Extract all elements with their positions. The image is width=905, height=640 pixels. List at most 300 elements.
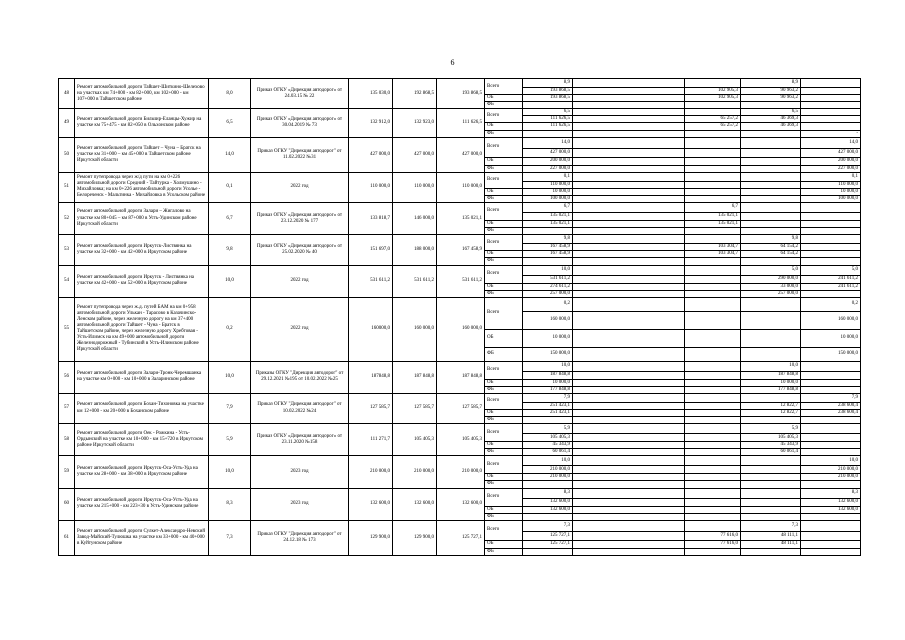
value-cell: 193 868,5 <box>523 95 573 102</box>
row-number: 50 <box>59 137 75 172</box>
table-row <box>59 265 861 275</box>
table-row <box>59 393 861 402</box>
funding-type-cell: Всего <box>485 265 523 283</box>
estimate-cost-cell: 127 585,7 <box>349 393 393 423</box>
value-cell <box>741 548 801 555</box>
limit-cost-cell: 188 000,0 <box>393 235 437 265</box>
value-cell: - <box>801 130 861 137</box>
value-cell: 132 600,0 <box>801 506 861 513</box>
table-row <box>59 172 861 181</box>
value-cell <box>573 417 685 424</box>
contract-cost-cell: 427 000,0 <box>437 137 485 172</box>
value-cell: 227 000,0 <box>801 165 861 172</box>
funding-type-cell: ОБ <box>485 283 523 290</box>
limit-cost-cell: 192 868,5 <box>393 79 437 109</box>
value-cell <box>685 402 741 409</box>
length-cell: 10,0 <box>209 265 251 297</box>
value-cell <box>685 466 741 474</box>
document-cell: Приказы ОГКУ "Дирекция автодорог" от 29.12.2021 №195 от 10.02.2022 №25 <box>251 361 349 393</box>
value-cell: 210 000,0 <box>801 466 861 474</box>
value-cell <box>685 548 741 555</box>
row-number: 56 <box>59 361 75 393</box>
value-cell <box>741 203 801 213</box>
estimate-cost-cell: 132 912,0 <box>349 109 393 137</box>
limit-cost-cell: 146 000,0 <box>393 203 437 235</box>
funding-type-cell: Всего <box>485 109 523 123</box>
funding-type-cell: ОБ <box>485 329 523 347</box>
value-cell <box>573 188 685 195</box>
funding-type-cell: Всего <box>485 488 523 506</box>
estimate-cost-cell: 110 000,0 <box>349 172 393 202</box>
table-row <box>59 203 861 213</box>
value-cell <box>801 88 861 95</box>
value-cell: 200 000,0 <box>801 157 861 165</box>
value-cell <box>801 481 861 488</box>
value-cell: 290 000,0 <box>741 275 801 283</box>
value-cell <box>573 221 685 228</box>
value-cell <box>685 311 741 329</box>
value-cell <box>801 434 861 442</box>
value-cell: 100 000,0 <box>523 195 573 202</box>
length-cell: 7,9 <box>209 393 251 423</box>
road-name-cell: Ремонт автомобильной дороги Тайшет – Чуна – Братск на участке км 31+000 – км 45+000 в Тайшетском районе Иркутской области <box>75 137 209 172</box>
value-cell <box>685 172 741 181</box>
limit-cost-cell: 187 848,8 <box>393 361 437 393</box>
road-name-cell: Ремонт автомобильной дороги Залари-Тронк-Черемшанка на участке км 0+000 - км 10+000 в Заларинском районе <box>75 361 209 393</box>
road-name-cell: Ремонт автомобильной дороги Сулкет-Александро-Невский Завод-Майский-Тулюшка на участке км 33+000 - км 40+000 в Куйтунском районе <box>75 520 209 555</box>
length-cell: 7,3 <box>209 520 251 555</box>
document-cell: 2022 год <box>251 265 349 297</box>
value-cell <box>741 221 801 228</box>
value-cell <box>685 329 741 347</box>
funding-type-cell: Всего <box>485 297 523 329</box>
value-cell: 193 868,5 <box>523 88 573 95</box>
value-cell <box>801 417 861 424</box>
value-cell <box>801 520 861 531</box>
value-cell: 132 600,0 <box>523 498 573 506</box>
funding-type-cell: ФБ <box>485 347 523 361</box>
row-number: 53 <box>59 235 75 265</box>
value-cell: 135 021,1 <box>685 221 741 228</box>
estimate-cost-cell: 135 030,0 <box>349 79 393 109</box>
value-cell <box>685 456 741 466</box>
value-cell <box>573 506 685 513</box>
document-cell: 2023 год <box>251 488 349 520</box>
contract-cost-cell: 127 585,7 <box>437 393 485 423</box>
row-number: 51 <box>59 172 75 202</box>
funding-type-cell: ФБ <box>485 290 523 297</box>
document-cell: Приказ ОГКУ «Дирекция автодорог» от 24.03.15 № 22 <box>251 79 349 109</box>
value-cell: 48 111,1 <box>741 540 801 548</box>
value-cell <box>685 393 741 402</box>
value-cell <box>685 181 741 188</box>
value-cell: 64 154,2 <box>741 251 801 258</box>
funding-type-cell: ОБ <box>485 123 523 130</box>
value-cell <box>573 424 685 434</box>
value-cell: 6,5 <box>741 109 801 116</box>
value-cell: 167 458,9 <box>523 244 573 251</box>
value-cell <box>741 466 801 474</box>
value-cell: 110 000,0 <box>523 181 573 188</box>
estimate-cost-cell: 160000,0 <box>349 297 393 361</box>
value-cell: 0,2 <box>801 297 861 311</box>
value-cell <box>573 402 685 409</box>
row-number: 48 <box>59 79 75 109</box>
value-cell: 427 000,0 <box>801 148 861 157</box>
funding-type-cell: ФБ <box>485 258 523 265</box>
page-number: 6 <box>450 58 455 67</box>
contract-cost-cell: 531 611,2 <box>437 265 485 297</box>
value-cell <box>741 311 801 329</box>
value-cell <box>801 258 861 265</box>
value-cell <box>573 481 685 488</box>
length-cell: 6,5 <box>209 109 251 137</box>
value-cell <box>573 498 685 506</box>
road-name-cell: Ремонт автомобильной дороги Бохан-Тихоновка на участке км 12+000 - км 20+000 в Боханском районе <box>75 393 209 423</box>
value-cell: 0,1 <box>523 172 573 181</box>
value-cell <box>741 474 801 481</box>
road-name-cell: Ремонт автомобильной дороги Иркутск-Листвянка на участке км 32+000 - км 42+000 в Иркутском районе <box>75 235 209 265</box>
contract-cost-cell: 105 405,3 <box>437 424 485 456</box>
value-cell <box>573 235 685 244</box>
value-cell <box>573 137 685 148</box>
table-row <box>59 109 861 116</box>
value-cell <box>801 221 861 228</box>
road-name-cell: Ремонт путепровода через ж.д. путей БАМ на км 0+958 автомобильной дороги Улькан - Тарасово в Казачинско-Ленском районе, через железную дорогу на км 37+400 автомобильной дороги Тайшет - Чуна - Братск в Тайшетском районе, через железную дорогу Хребтовая - Усть-Илимск на км 49+000 автомобильной дороги Железнодорожный - Тубинский в Усть-Илимском районе Иркутской области <box>75 297 209 361</box>
value-cell <box>685 275 741 283</box>
value-cell <box>573 123 685 130</box>
funding-type-cell: Всего <box>485 393 523 409</box>
value-cell <box>573 102 685 109</box>
value-cell <box>685 79 741 88</box>
value-cell <box>741 102 801 109</box>
value-cell: 105 405,3 <box>523 434 573 442</box>
funding-type-cell: ОБ <box>485 251 523 258</box>
value-cell: 102 905,3 <box>685 95 741 102</box>
value-cell: 0,2 <box>523 297 573 311</box>
funding-type-cell: ФБ <box>485 548 523 555</box>
value-cell <box>741 297 801 311</box>
value-cell <box>685 195 741 202</box>
value-cell: 7,9 <box>523 393 573 402</box>
document-cell: Приказ ОГКУ "Дирекция автодорог" от 24.12.18 № 173 <box>251 520 349 555</box>
value-cell <box>685 235 741 244</box>
value-cell: 135 021,1 <box>685 213 741 221</box>
contract-cost-cell: 110 000,0 <box>437 172 485 202</box>
value-cell <box>685 283 741 290</box>
value-cell <box>801 361 861 371</box>
value-cell: 90 963,2 <box>741 95 801 102</box>
limit-cost-cell: 531 611,2 <box>393 265 437 297</box>
value-cell: 8,9 <box>523 79 573 88</box>
value-cell: 210 000,0 <box>523 466 573 474</box>
limit-cost-cell: 427 000,0 <box>393 137 437 172</box>
document-cell: 2022 год <box>251 297 349 361</box>
value-cell <box>573 283 685 290</box>
length-cell: 0,1 <box>209 172 251 202</box>
value-cell: 135 021,1 <box>523 213 573 221</box>
value-cell: 257 000,0 <box>741 290 801 297</box>
estimate-cost-cell: 129 900,0 <box>349 520 393 555</box>
value-cell <box>801 531 861 540</box>
value-cell <box>573 393 685 402</box>
value-cell <box>573 181 685 188</box>
length-cell: 9,8 <box>209 235 251 265</box>
funding-type-cell: Всего <box>485 172 523 188</box>
value-cell: 33 000,0 <box>741 283 801 290</box>
value-cell <box>573 531 685 540</box>
value-cell: 103 304,7 <box>685 244 741 251</box>
value-cell <box>801 290 861 297</box>
value-cell: 9,8 <box>741 235 801 244</box>
row-number: 61 <box>59 520 75 555</box>
estimate-cost-cell: 210 000,0 <box>349 456 393 488</box>
value-cell <box>573 116 685 123</box>
value-cell: 8,3 <box>801 488 861 498</box>
road-name-cell: Ремонт автомобильной дороги Иркутск-Оса-Усть-Уда на участке км 215+000 - км 223+30 в Усть-Удинском районе <box>75 488 209 520</box>
value-cell: 125 727,1 <box>523 540 573 548</box>
value-cell <box>741 213 801 221</box>
value-cell <box>801 244 861 251</box>
document-cell: Приказ ОГКУ «Дирекция автодорог» от 23.11.2020 №158 <box>251 424 349 456</box>
row-number: 54 <box>59 265 75 297</box>
value-cell <box>523 102 573 109</box>
value-cell <box>741 148 801 157</box>
value-cell <box>685 513 741 520</box>
value-cell: 10 000,0 <box>801 329 861 347</box>
length-cell: 8,0 <box>209 79 251 109</box>
value-cell <box>523 481 573 488</box>
value-cell <box>741 157 801 165</box>
contract-cost-cell: 135 021,1 <box>437 203 485 235</box>
value-cell: 14,0 <box>523 137 573 148</box>
funding-type-cell: ОБ <box>485 379 523 386</box>
value-cell <box>685 347 741 361</box>
road-name-cell: Ремонт автомобильной дороги Оек - Рожкина - Усть-Ордынский на участке км 10+000 - км 15+720 в Иркутском районе Иркутской области <box>75 424 209 456</box>
value-cell <box>801 228 861 235</box>
value-cell: 7,3 <box>523 520 573 531</box>
value-cell: 111 626,5 <box>523 123 573 130</box>
value-cell: 100 000,0 <box>801 195 861 202</box>
value-cell: 8,3 <box>523 488 573 498</box>
document-cell: Приказ ОГКУ «Дирекция автодорог» от 25.02.2020 № 40 <box>251 235 349 265</box>
value-cell: 12 822,7 <box>741 402 801 409</box>
funding-type-cell: Всего <box>485 456 523 474</box>
funding-type-cell: ФБ <box>485 228 523 235</box>
value-cell: 177 848,8 <box>741 386 801 393</box>
value-cell: 12 822,7 <box>741 409 801 416</box>
value-cell: 7,9 <box>801 393 861 402</box>
funding-type-cell: ОБ <box>485 188 523 195</box>
table-row <box>59 137 861 148</box>
value-cell <box>573 79 685 88</box>
limit-cost-cell: 160 000,0 <box>393 297 437 361</box>
value-cell <box>573 409 685 416</box>
value-cell <box>801 116 861 123</box>
value-cell: 257 000,0 <box>523 290 573 297</box>
funding-type-cell: ФБ <box>485 513 523 520</box>
value-cell <box>573 165 685 172</box>
value-cell <box>573 434 685 442</box>
value-cell: 6,7 <box>685 203 741 213</box>
row-number: 49 <box>59 109 75 137</box>
value-cell <box>573 488 685 498</box>
value-cell: 90 963,2 <box>741 88 801 95</box>
value-cell <box>573 474 685 481</box>
value-cell: 187 848,8 <box>523 371 573 379</box>
value-cell <box>801 203 861 213</box>
value-cell <box>573 195 685 202</box>
value-cell <box>741 329 801 347</box>
value-cell <box>801 213 861 221</box>
value-cell: 187 848,8 <box>741 371 801 379</box>
value-cell <box>685 379 741 386</box>
table-row <box>59 488 861 498</box>
table-row <box>59 297 861 311</box>
value-cell <box>573 203 685 213</box>
funding-type-cell: ФБ <box>485 195 523 202</box>
value-cell <box>801 235 861 244</box>
estimate-cost-cell: 427 000,0 <box>349 137 393 172</box>
funding-type-cell: ОБ <box>485 221 523 228</box>
value-cell: 274 611,2 <box>523 283 573 290</box>
value-cell <box>523 130 573 137</box>
value-cell: 241 611,2 <box>801 275 861 283</box>
value-cell: 64 154,2 <box>741 244 801 251</box>
value-cell: 6,5 <box>523 109 573 116</box>
value-cell: 46 369,3 <box>741 123 801 130</box>
funding-type-cell: ФБ <box>485 386 523 393</box>
value-cell <box>741 137 801 148</box>
limit-cost-cell: 105 405,3 <box>393 424 437 456</box>
value-cell <box>573 88 685 95</box>
value-cell <box>801 513 861 520</box>
funding-type-cell: ФБ <box>485 417 523 424</box>
value-cell <box>741 181 801 188</box>
value-cell: 10 000,0 <box>523 329 573 347</box>
value-cell <box>573 297 685 311</box>
value-cell <box>685 102 741 109</box>
value-cell: 210 000,0 <box>801 474 861 481</box>
value-cell: 160 000,0 <box>801 311 861 329</box>
value-cell: 150 000,0 <box>523 347 573 361</box>
value-cell: 5,9 <box>523 424 573 434</box>
value-cell <box>801 123 861 130</box>
value-cell <box>523 228 573 235</box>
value-cell <box>801 386 861 393</box>
value-cell: 251 423,1 <box>523 409 573 416</box>
length-cell: 10,0 <box>209 361 251 393</box>
value-cell: 0,1 <box>801 172 861 181</box>
value-cell: 77 616,0 <box>685 540 741 548</box>
value-cell <box>573 311 685 329</box>
value-cell: 427 000,0 <box>523 148 573 157</box>
value-cell: 45 343,9 <box>523 442 573 449</box>
value-cell <box>573 228 685 235</box>
estimate-cost-cell: 111 271,7 <box>349 424 393 456</box>
value-cell: 238 600,4 <box>801 402 861 409</box>
value-cell <box>685 386 741 393</box>
value-cell <box>685 442 741 449</box>
value-cell: 60 061,4 <box>523 449 573 456</box>
length-cell: 14,0 <box>209 137 251 172</box>
value-cell <box>685 417 741 424</box>
value-cell <box>801 79 861 88</box>
value-cell: 14,0 <box>801 137 861 148</box>
value-cell <box>685 265 741 275</box>
value-cell: 125 727,1 <box>523 531 573 540</box>
value-cell <box>685 520 741 531</box>
table-row <box>59 424 861 434</box>
estimate-cost-cell: 187848,8 <box>349 361 393 393</box>
length-cell: 5,9 <box>209 424 251 456</box>
value-cell <box>573 258 685 265</box>
row-number: 55 <box>59 297 75 361</box>
value-cell <box>801 102 861 109</box>
document-cell: 2022 год <box>251 172 349 202</box>
value-cell <box>741 506 801 513</box>
value-cell: 10 000,0 <box>801 188 861 195</box>
value-cell <box>573 466 685 474</box>
value-cell <box>741 165 801 172</box>
limit-cost-cell: 127 585,7 <box>393 393 437 423</box>
contract-cost-cell: 125 727,1 <box>437 520 485 555</box>
document-cell: Приказ ОГКУ "Дирекция автодорог" от 11.02.2022 №31 <box>251 137 349 172</box>
table-row <box>59 520 861 531</box>
value-cell <box>573 379 685 386</box>
value-cell <box>741 130 801 137</box>
funding-type-cell: ОБ <box>485 409 523 416</box>
value-cell: 10,0 <box>523 456 573 466</box>
value-cell <box>685 481 741 488</box>
value-cell <box>573 130 685 137</box>
value-cell: 160 000,0 <box>523 311 573 329</box>
value-cell <box>573 148 685 157</box>
value-cell <box>573 513 685 520</box>
value-cell: 10 000,0 <box>523 379 573 386</box>
contract-cost-cell: 111 626,5 <box>437 109 485 137</box>
value-cell: 132 600,0 <box>523 506 573 513</box>
value-cell: 135 021,1 <box>523 221 573 228</box>
funding-type-cell: Всего <box>485 424 523 442</box>
value-cell <box>573 109 685 116</box>
value-cell: 5,0 <box>801 265 861 275</box>
value-cell <box>741 228 801 235</box>
value-cell: 251 423,1 <box>523 402 573 409</box>
value-cell: 46 369,3 <box>741 116 801 123</box>
funding-type-cell: ФБ <box>485 130 523 137</box>
limit-cost-cell: 132 923,0 <box>393 109 437 137</box>
value-cell: 5,9 <box>741 424 801 434</box>
value-cell: 10,0 <box>801 456 861 466</box>
value-cell <box>685 424 741 434</box>
row-number: 58 <box>59 424 75 456</box>
value-cell <box>801 442 861 449</box>
road-name-cell: Ремонт автомобильной дороги Бильчир-Еланцы-Хужир на участке км 75+475 - км 82+050 в Ольхонском районе <box>75 109 209 137</box>
value-cell: 210 000,0 <box>523 474 573 481</box>
road-name-cell: Ремонт путепровода через ж/д пути на км 0+226 автомобильной дороги Средний - Тайтурка - Холмушино - Михайловка; на км 0+226 автомобильной дороги Усолье - Белореченск - Мальтинка - Михайловка в Усольском районе <box>75 172 209 202</box>
value-cell <box>573 275 685 283</box>
value-cell: 6,7 <box>523 203 573 213</box>
document-cell: 2023 год <box>251 456 349 488</box>
table-row <box>59 456 861 466</box>
value-cell: 167 458,9 <box>523 251 573 258</box>
value-cell <box>573 244 685 251</box>
document-cell: Приказ ОГКУ «Дирекция автодорог» от 23.12.2020 № 177 <box>251 203 349 235</box>
row-number: 52 <box>59 203 75 235</box>
value-cell <box>523 417 573 424</box>
table-row <box>59 235 861 244</box>
